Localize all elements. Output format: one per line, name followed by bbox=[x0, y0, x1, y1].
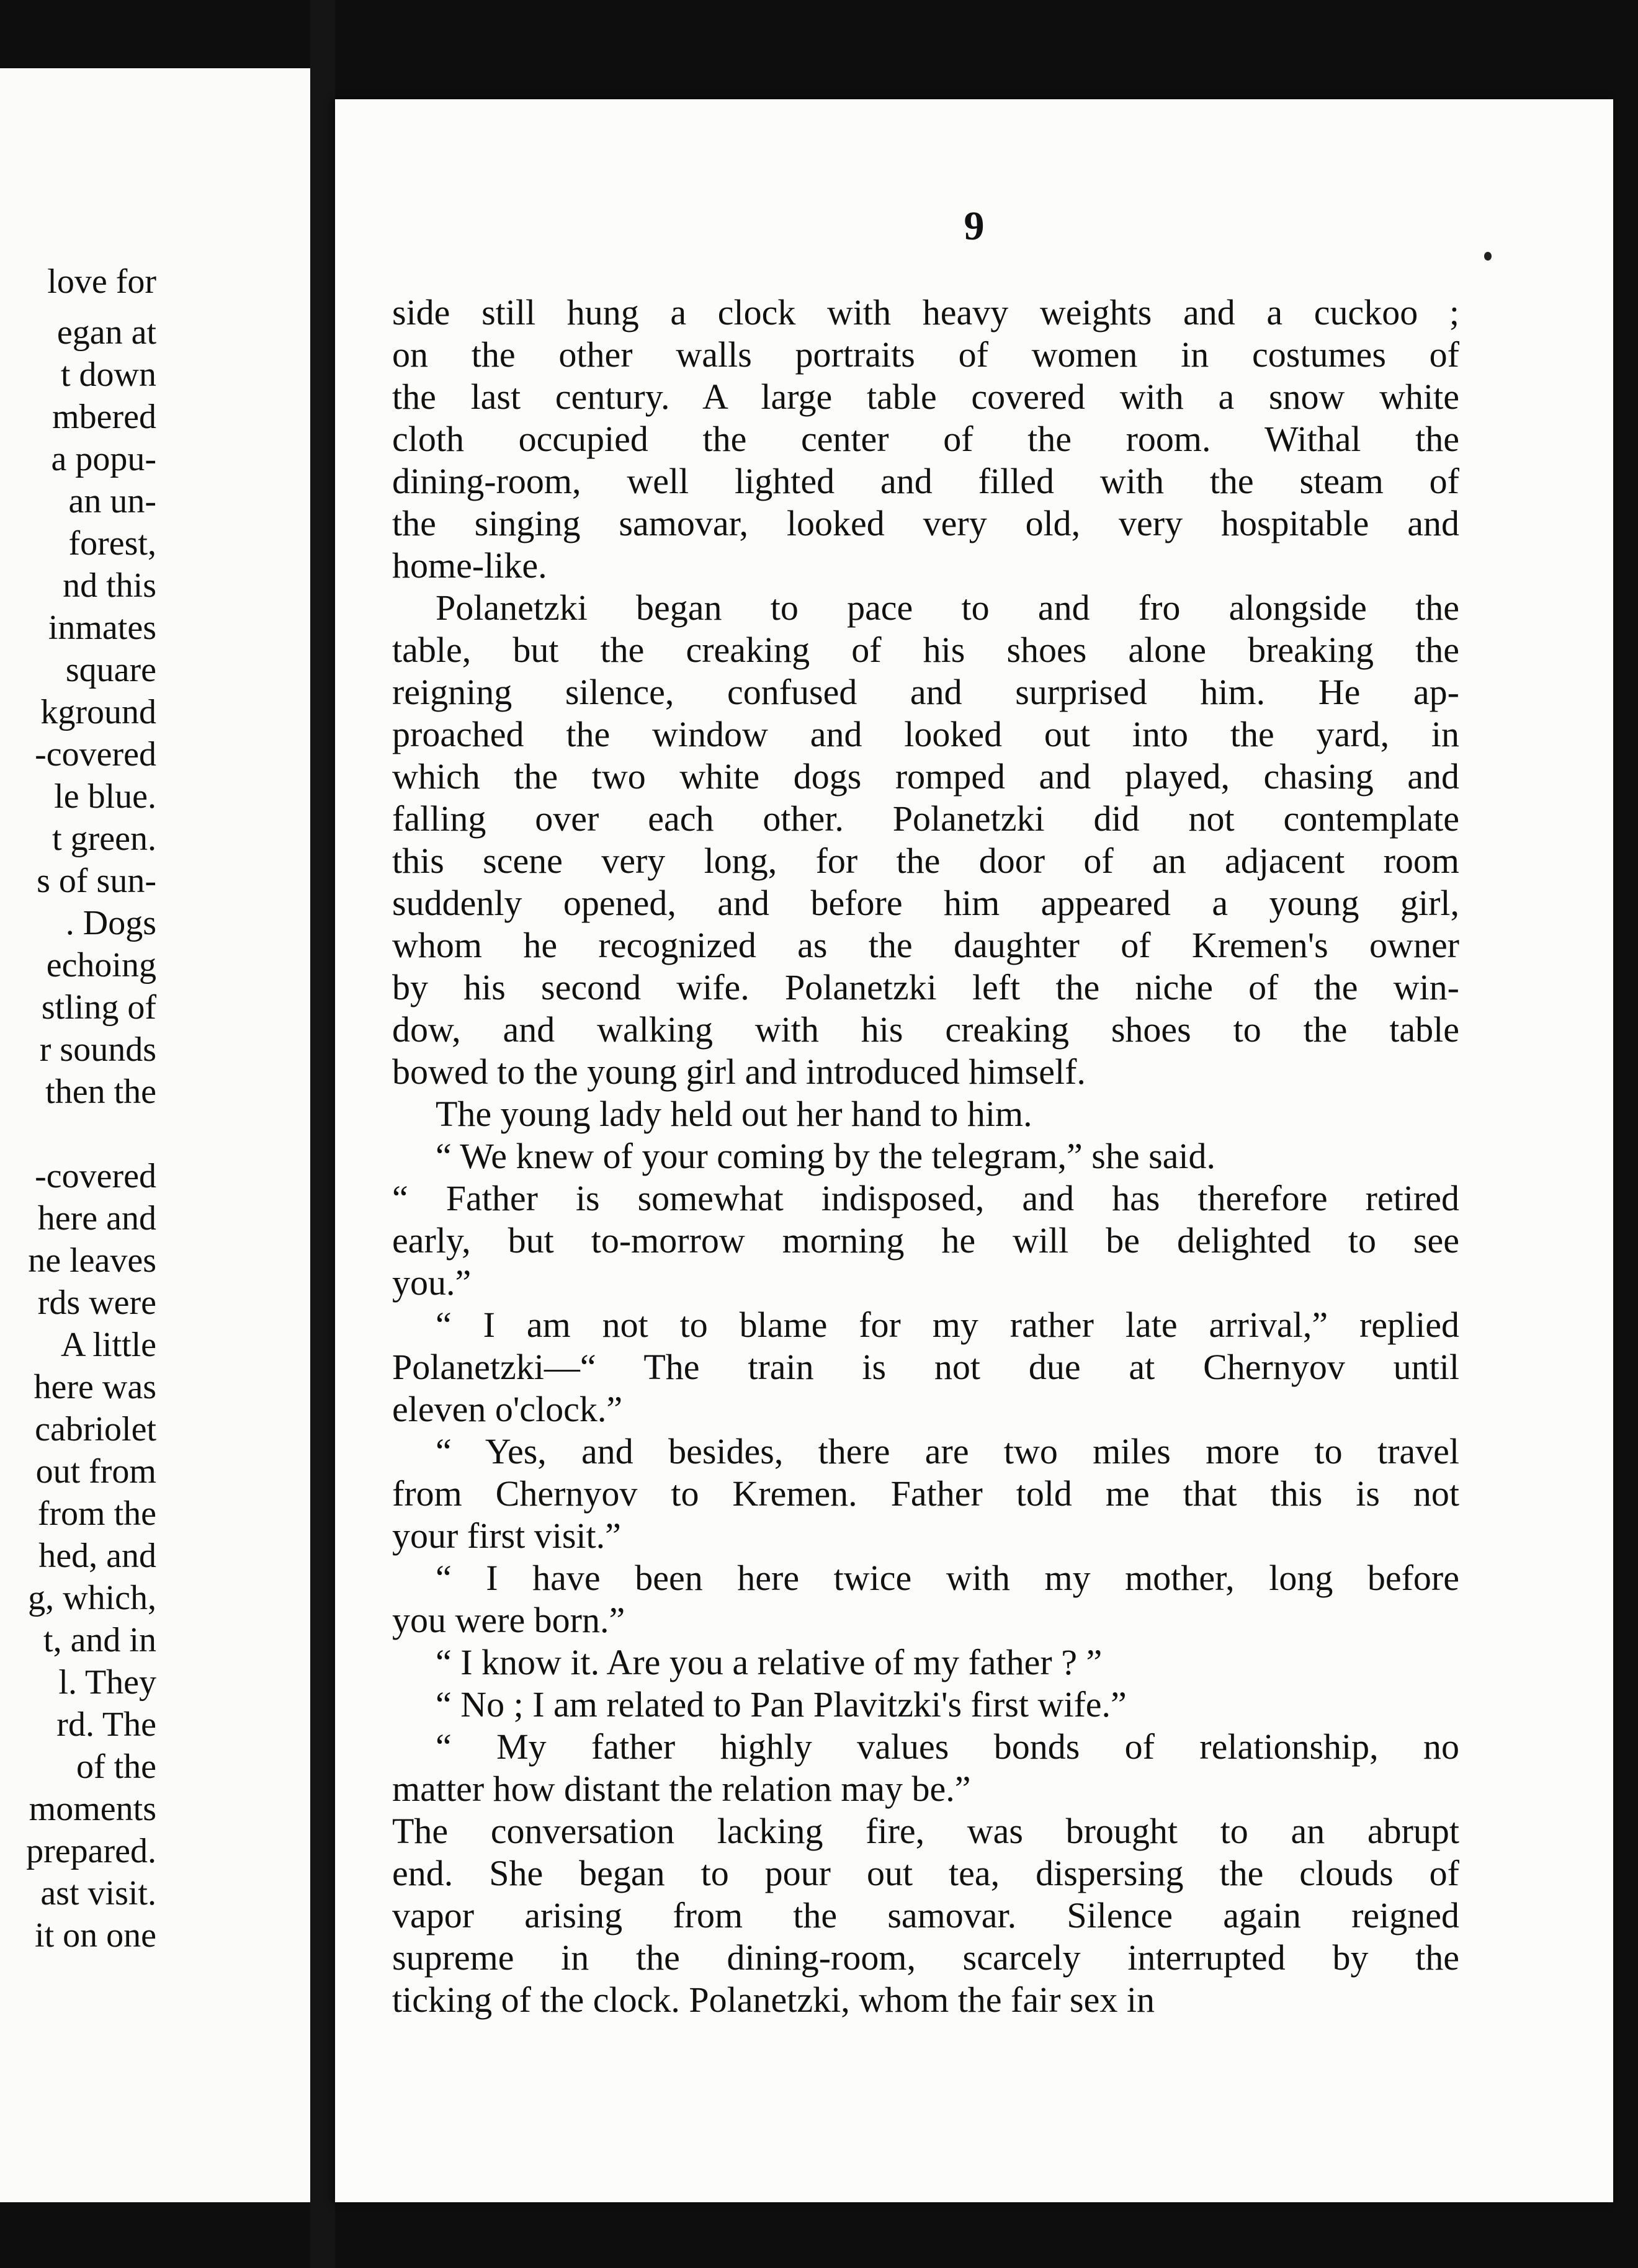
left-page-line: of the bbox=[76, 1748, 156, 1786]
left-page-line: it on one bbox=[35, 1916, 156, 1955]
text-line: ticking of the clock. Polanetzki, whom the fair sex in bbox=[392, 1980, 1155, 2020]
left-page-line: out from bbox=[35, 1452, 156, 1491]
left-page-line: kground bbox=[40, 693, 156, 731]
page-number: 9 bbox=[964, 203, 985, 249]
left-page-line: A little bbox=[61, 1326, 156, 1364]
text-line: from Chernyov to Kremen. Father told me that this is not bbox=[392, 1473, 1459, 1514]
text-line: which the two white dogs romped and played, chasing and bbox=[392, 756, 1459, 797]
left-page-line: prepared. bbox=[26, 1832, 156, 1870]
text-line: reigning silence, confused and surprised him. He ap- bbox=[392, 672, 1459, 712]
text-line: proached the window and looked out into the yard, in bbox=[392, 714, 1459, 754]
left-page-line: le blue. bbox=[54, 777, 156, 816]
text-line: “ No ; I am related to Pan Plavitzki's first wife.” bbox=[436, 1684, 1127, 1725]
text-line: side still hung a clock with heavy weights and a cuckoo ; bbox=[392, 292, 1459, 333]
left-page-line: hed, and bbox=[38, 1537, 156, 1575]
left-page-line: cabriolet bbox=[35, 1410, 156, 1449]
left-page-line: rds were bbox=[37, 1284, 156, 1322]
left-page-line: then the bbox=[45, 1073, 156, 1111]
ink-mark bbox=[1484, 252, 1492, 261]
left-page-line: square bbox=[65, 651, 156, 689]
left-page-line: echoing bbox=[46, 946, 156, 984]
text-line: table, but the creaking of his shoes alone breaking the bbox=[392, 630, 1459, 670]
left-page-line: ne leaves bbox=[28, 1241, 156, 1280]
text-line: “ I am not to blame for my rather late arrival,” replied bbox=[436, 1305, 1459, 1345]
text-line: you.” bbox=[392, 1262, 472, 1303]
left-page-line: -covered bbox=[35, 1157, 156, 1195]
left-page-line: -covered bbox=[35, 735, 156, 774]
left-page-line: s of sun- bbox=[37, 862, 156, 900]
left-page-line: r sounds bbox=[39, 1030, 156, 1069]
text-line: The young lady held out her hand to him. bbox=[436, 1094, 1032, 1134]
left-page-line: moments bbox=[29, 1790, 156, 1828]
text-line: home-like. bbox=[392, 545, 547, 586]
book-page bbox=[335, 99, 1613, 2202]
previous-page-fragment bbox=[0, 68, 310, 2202]
left-page-line: love for bbox=[47, 262, 156, 301]
left-page-line: . Dogs bbox=[65, 904, 156, 942]
left-page-line: rd. The bbox=[56, 1705, 156, 1744]
text-line: on the other walls portraits of women in costumes of bbox=[392, 334, 1459, 375]
text-line: supreme in the dining-room, scarcely interrupted by the bbox=[392, 1937, 1459, 1978]
text-line: “ I know it. Are you a relative of my father ? ” bbox=[436, 1642, 1103, 1682]
text-line: “ Yes, and besides, there are two miles more to travel bbox=[436, 1431, 1459, 1471]
text-line: your first visit.” bbox=[392, 1516, 621, 1556]
text-line: whom he recognized as the daughter of Kremen's owner bbox=[392, 925, 1459, 965]
text-line: “ I have been here twice with my mother, long before bbox=[436, 1558, 1459, 1598]
left-page-line: g, which, bbox=[28, 1579, 156, 1617]
text-line: suddenly opened, and before him appeared a young girl, bbox=[392, 883, 1459, 923]
left-page-line: nd this bbox=[63, 566, 156, 605]
left-page-line: stling of bbox=[41, 988, 156, 1027]
text-line: end. She began to pour out tea, dispersing the clouds of bbox=[392, 1853, 1459, 1893]
left-page-line: t down bbox=[61, 355, 156, 394]
text-line: dow, and walking with his creaking shoes to the table bbox=[392, 1009, 1459, 1050]
left-page-line: here and bbox=[37, 1199, 156, 1238]
page-body-text bbox=[392, 292, 1459, 2021]
left-page-line: ast visit. bbox=[40, 1874, 156, 1913]
text-line: “ My father highly values bonds of relationship, no bbox=[436, 1726, 1459, 1767]
left-page-line: egan at bbox=[56, 313, 156, 352]
text-line: matter how distant the relation may be.” bbox=[392, 1769, 971, 1809]
text-line: early, but to-morrow morning he will be delighted to see bbox=[392, 1220, 1459, 1261]
text-line: the singing samovar, looked very old, very hospitable and bbox=[392, 503, 1459, 543]
left-page-line: from the bbox=[37, 1494, 156, 1533]
left-page-line: mbered bbox=[52, 398, 156, 436]
left-page-line: a popu- bbox=[51, 440, 156, 478]
text-line: Polanetzki—“ The train is not due at Chernyov until bbox=[392, 1347, 1459, 1387]
text-line: bowed to the young girl and introduced himself. bbox=[392, 1051, 1086, 1092]
left-page-line: forest, bbox=[68, 524, 156, 563]
left-page-line: here was bbox=[34, 1368, 156, 1406]
left-page-line: t, and in bbox=[43, 1621, 156, 1659]
text-line: The conversation lacking fire, was brought to an abrupt bbox=[392, 1811, 1459, 1851]
text-line: by his second wife. Polanetzki left the niche of the win- bbox=[392, 967, 1459, 1007]
text-line: you were born.” bbox=[392, 1600, 625, 1640]
text-line: falling over each other. Polanetzki did not contemplate bbox=[392, 798, 1459, 839]
text-line: this scene very long, for the door of an adjacent room bbox=[392, 841, 1459, 881]
left-page-line: t green. bbox=[52, 819, 156, 858]
text-line: eleven o'clock.” bbox=[392, 1389, 623, 1429]
text-line: dining-room, well lighted and filled with the steam of bbox=[392, 461, 1459, 501]
text-line: “ We knew of your coming by the telegram,” she said. bbox=[436, 1136, 1215, 1176]
text-line: “ Father is somewhat indisposed, and has therefore retired bbox=[392, 1178, 1459, 1218]
text-line: Polanetzki began to pace to and fro alongside the bbox=[436, 587, 1459, 628]
book-gutter bbox=[310, 0, 335, 2268]
left-page-line: l. They bbox=[58, 1663, 156, 1702]
left-page-line: an un- bbox=[68, 482, 156, 520]
text-line: cloth occupied the center of the room. Withal the bbox=[392, 419, 1459, 459]
text-line: the last century. A large table covered with a snow white bbox=[392, 377, 1459, 417]
left-page-line: inmates bbox=[48, 609, 156, 647]
text-line: vapor arising from the samovar. Silence again reigned bbox=[392, 1895, 1459, 1935]
